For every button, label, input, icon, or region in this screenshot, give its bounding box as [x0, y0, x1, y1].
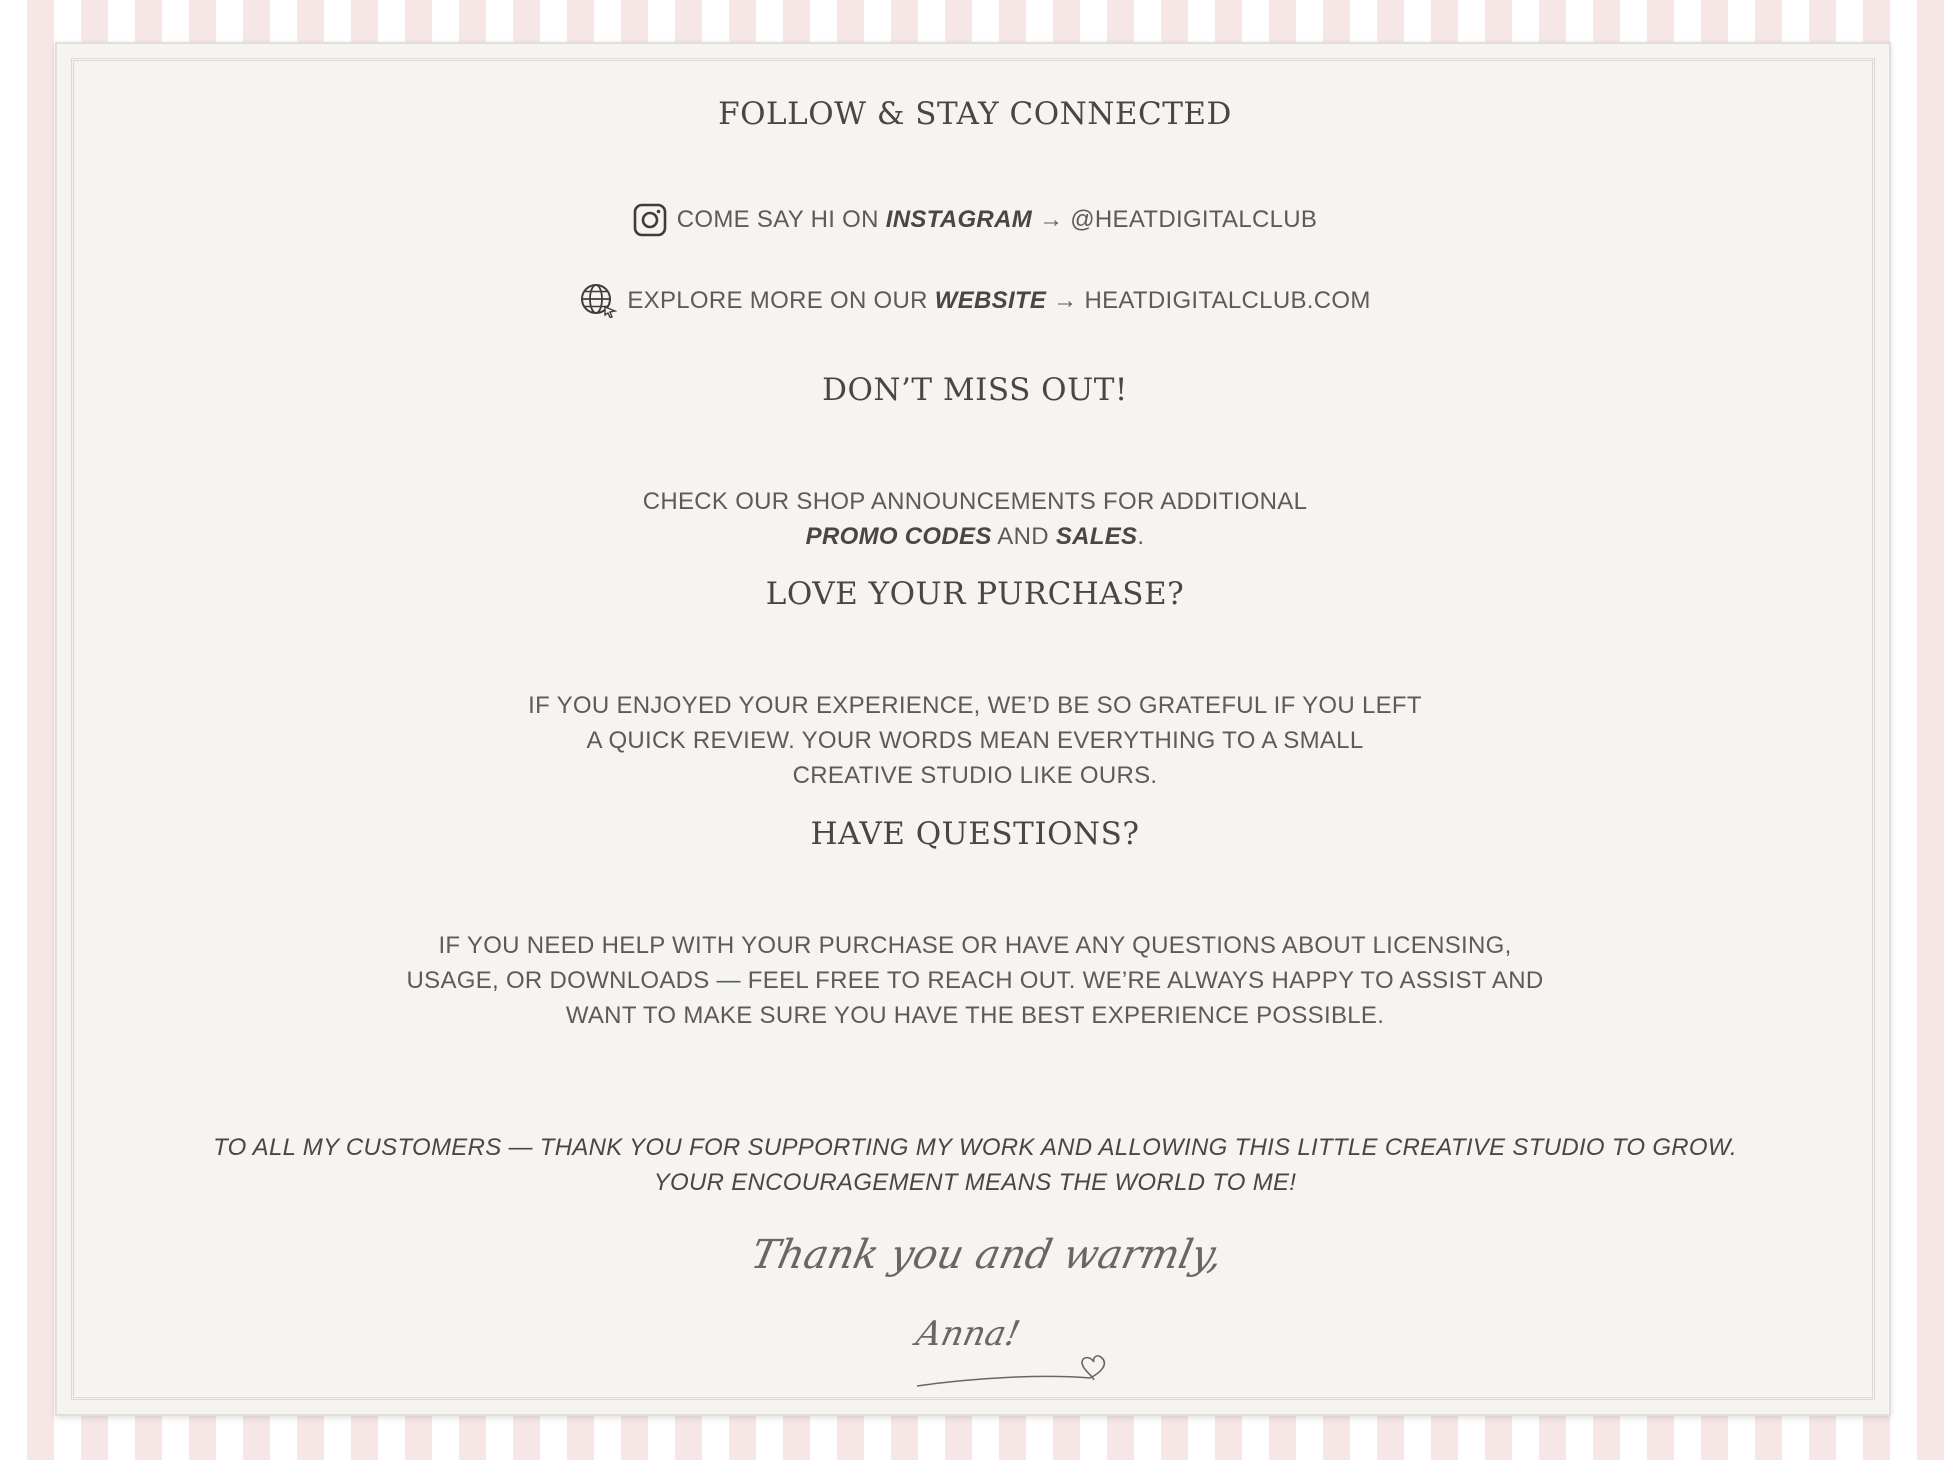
questions-line-3: WANT TO MAKE SURE YOU HAVE THE BEST EXPERIENCE POSSIBLE.	[565, 1002, 1385, 1029]
love-line-2: A QUICK REVIEW. YOUR WORDS MEAN EVERYTHING TO A SMALL	[586, 727, 1364, 754]
love-line-1: IF YOU ENJOYED YOUR EXPERIENCE, WE’D BE SO GRATEFUL IF YOU LEFT	[528, 692, 1422, 719]
instagram-prefix: COME SAY HI ON	[676, 206, 879, 233]
instagram-label: INSTAGRAM	[885, 206, 1032, 233]
website-arrow: →	[1053, 286, 1078, 314]
globe-icon	[579, 282, 617, 318]
instagram-icon	[633, 203, 667, 237]
and-text: AND	[997, 523, 1049, 550]
website-line	[57, 282, 1893, 328]
website-label: WEBSITE	[934, 286, 1047, 314]
dont-miss-line-2	[57, 519, 1893, 554]
love-heading: LOVE YOUR PURCHASE?	[765, 576, 1185, 612]
love-line-3: CREATIVE STUDIO LIKE OURS.	[792, 762, 1158, 789]
website-url[interactable]: HEATDIGITALCLUB.COM	[1084, 286, 1371, 314]
follow-heading: FOLLOW & STAY CONNECTED	[718, 96, 1232, 132]
website-prefix: EXPLORE MORE ON OUR	[627, 286, 928, 314]
dont-miss-line-1: CHECK OUR SHOP ANNOUNCEMENTS FOR ADDITIONAL	[642, 488, 1308, 515]
sales-text: SALES	[1055, 523, 1138, 550]
signature-script: Anna!	[912, 1314, 1024, 1354]
signature-heart-flourish	[912, 1344, 1132, 1394]
card-content	[57, 44, 1893, 1418]
instagram-arrow: →	[1038, 206, 1064, 233]
questions-line-1: IF YOU NEED HELP WITH YOUR PURCHASE OR HAVE ANY QUESTIONS ABOUT LICENSING,	[438, 932, 1512, 959]
thank-you-card	[55, 42, 1891, 1416]
thanks-line-2: YOUR ENCOURAGEMENT MEANS THE WORLD TO ME!	[653, 1169, 1297, 1196]
instagram-line	[57, 202, 1893, 247]
questions-line-2: USAGE, OR DOWNLOADS — FEEL FREE TO REACH OUT. WE’RE ALWAYS HAPPY TO ASSIST AND	[406, 967, 1544, 994]
period-text: .	[1137, 523, 1145, 550]
dont-miss-heading: DON’T MISS OUT!	[822, 372, 1128, 408]
questions-heading: HAVE QUESTIONS?	[810, 816, 1140, 852]
thanks-line-1: TO ALL MY CUSTOMERS — THANK YOU FOR SUPPORTING MY WORK AND ALLOWING THIS LITTLE CREATIVE STUDIO TO GROW.	[213, 1134, 1737, 1161]
promo-codes-text: PROMO CODES	[805, 523, 992, 550]
instagram-handle[interactable]: @HEATDIGITALCLUB	[1070, 206, 1318, 233]
signoff-script: Thank you and warmly,	[747, 1232, 1227, 1278]
